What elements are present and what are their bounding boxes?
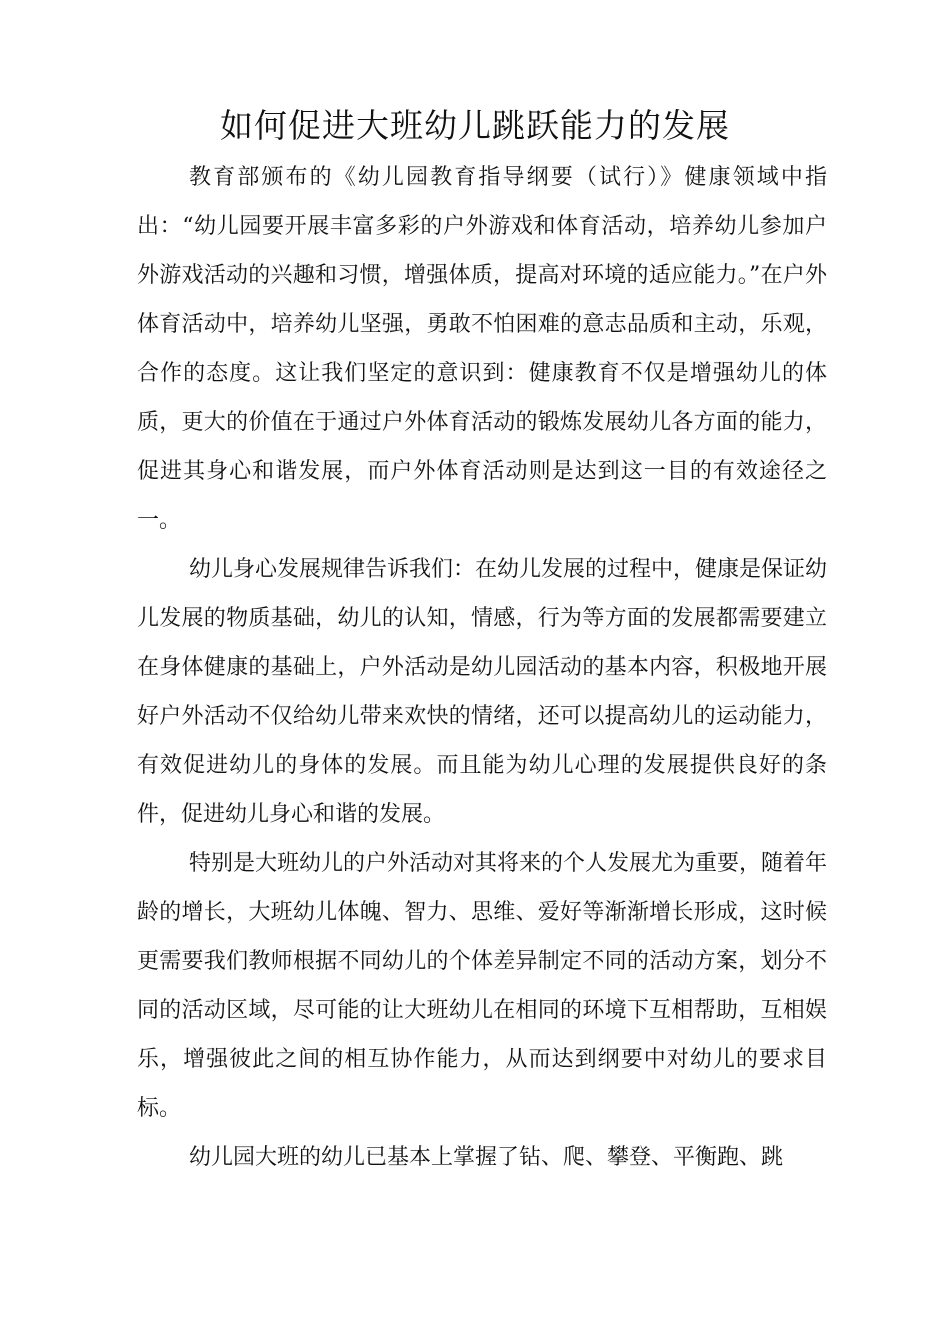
paragraph-4: 幼儿园大班的幼儿已基本上掌握了钻、爬、攀登、平衡跑、跳 bbox=[189, 1145, 784, 1170]
paragraph-1: 教育部颁布的《幼儿园教育指导纲要（试行）》健康领域中指出：“幼儿园要开展丰富多彩的户外游戏和体育活动，培养幼儿参加户外游戏活动的兴趣和习惯，增强体质，提高对环境的适应能力。”在户外体育活动中，培养幼儿坚强，勇敢不怕困难的意志品质和主动，乐观，合作的态度。这让我们坚定的意识到：健康教育不仅是增强幼儿的体质，更大的价值在于通过户外体育活动的锻炼发展幼儿各方面的能力，促进其身心和谐发展，而户外体育活动则是达到这一目的有效途径之一。 bbox=[137, 165, 827, 533]
document-title: 如何促进大班幼儿跳跃能力的发展 bbox=[220, 106, 730, 145]
paragraph-3: 特别是大班幼儿的户外活动对其将来的个人发展尤为重要，随着年龄的增长，大班幼儿体魄、智力、思维、爱好等渐渐增长形成，这时候更需要我们教师根据不同幼儿的个体差异制定不同的活动方案，划分不同的活动区域，尽可能的让大班幼儿在相同的环境下互相帮助，互相娱乐，增强彼此之间的相互协作能力，从而达到纲要中对幼儿的要求目标。 bbox=[137, 851, 828, 1121]
document-body bbox=[137, 153, 827, 1182]
paragraph-2: 幼儿身心发展规律告诉我们：在幼儿发展的过程中，健康是保证幼儿发展的物质基础，幼儿的认知，情感，行为等方面的发展都需要建立在身体健康的基础上，户外活动是幼儿园活动的基本内容，积极地开展好户外活动不仅给幼儿带来欢快的情绪，还可以提高幼儿的运动能力，有效促进幼儿的身体的发展。而且能为幼儿心理的发展提供良好的条件，促进幼儿身心和谐的发展。 bbox=[137, 557, 828, 827]
